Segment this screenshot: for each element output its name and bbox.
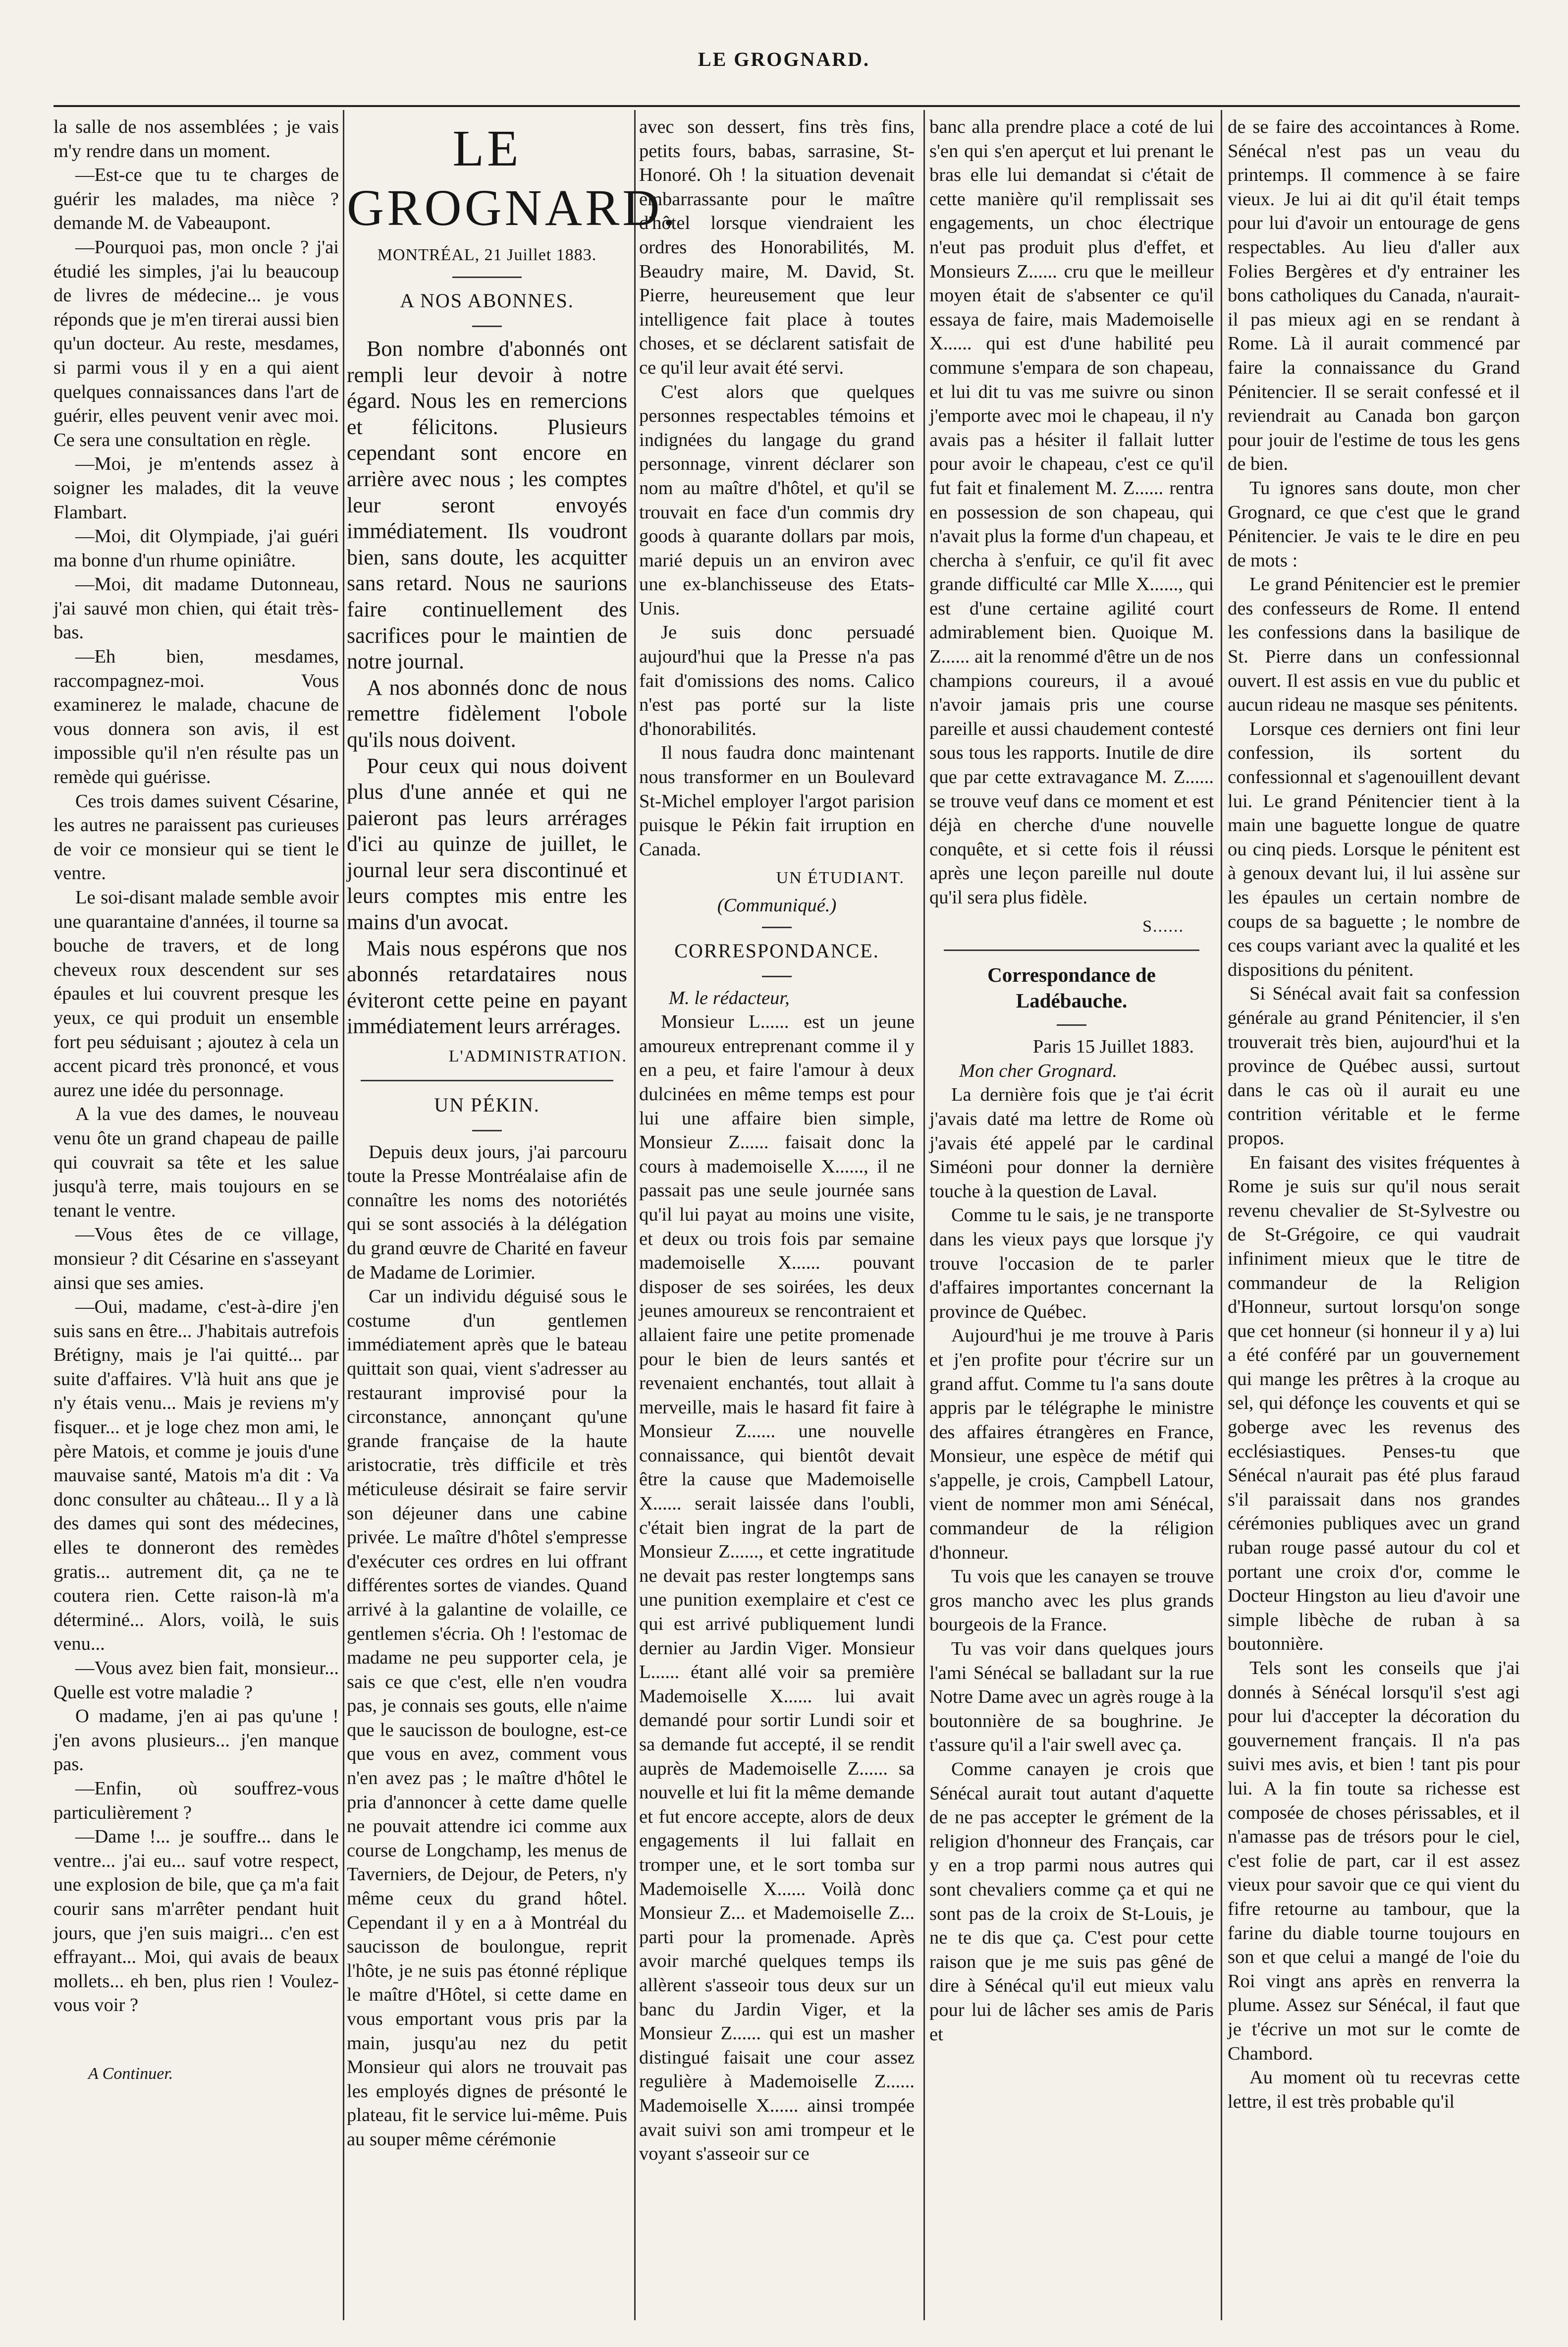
column-1	[54, 115, 339, 2310]
paragraph: Si Sénécal avait fait sa confession générale au grand Pénitencier, il s'en trouverait très bien, aujourd'hui et la province de Québec aussi, surtout dans le cas où il aurait eu une contrition véritable et le ferme propos.	[1228, 983, 1520, 1149]
column-divider	[634, 110, 636, 2320]
paragraph: —Enfin, où souffrez-vous particulièrement ?	[54, 1778, 339, 1823]
paragraph: Mais nous espérons que nos abonnés retardataires nous éviteront cette peine en payant immédiatement leurs arrérages.	[347, 936, 627, 1039]
divider	[361, 1080, 613, 1081]
section-heading: CORRESPONDANCE.	[674, 939, 879, 962]
masthead: LE GROGNARD.	[347, 120, 679, 236]
divider	[762, 927, 792, 928]
paragraph: Au moment où tu recevras cette lettre, il est très probable qu'il	[1228, 2067, 1520, 2112]
column-divider	[923, 110, 925, 2320]
column-2	[347, 115, 679, 2310]
column-divider	[1221, 110, 1222, 2320]
paragraph: Ces trois dames suivent Césarine, les autres ne paraissent pas curieuses de voir ce monsieur qui se tient le ventre.	[54, 790, 339, 884]
issue-dateline: MONTRÉAL, 21 Juillet 1883.	[377, 246, 597, 264]
paragraph: —Dame !... je souffre... dans le ventre... j'ai eu... sauf votre respect, une explosion de bile, que ça m'a fait courir sans m'arrêter pendant huit jours, que j'en suis maigri... c'en est effrayant... Moi, qui avais de beaux mollets... eh ben, plus rien ! Voulez-vous voir ?	[54, 1826, 339, 2016]
letter-dateline: Paris 15 Juillet 1883.	[1032, 1036, 1194, 1058]
paragraph: —Moi, dit madame Dutonneau, j'ai sauvé mon chien, qui était très-bas.	[54, 574, 339, 643]
running-head: LE GROGNARD.	[698, 48, 870, 70]
divider	[1057, 1024, 1086, 1026]
paragraph: Pour ceux qui nous doivent plus d'une année et qui ne paieront pas leurs arrérages d'ici au quinze de juillet, le journal leur sera discontinué et leurs comptes mis entre les mains d'un avocat.	[347, 753, 627, 935]
paragraph: Bon nombre d'abonnés ont rempli leur devoir à notre égard. Nous les en remercions et félicitons. Plusieurs cependant sont encore en arrière avec nous ; les comptes leur seront envoyés immédiatement. Ils voudront bien, sans doute, les acquitter sans retard. Nous ne saurions faire continuellement des sacrifices pour le maintien de notre journal.	[347, 336, 627, 674]
top-rule	[54, 105, 1520, 107]
column-5	[1228, 115, 1520, 2310]
section-heading: A NOS ABONNES.	[400, 289, 574, 312]
paragraph: —Moi, dit Olympiade, j'ai guéri ma bonne d'un rhume opiniâtre.	[54, 526, 339, 571]
paragraph: avec son dessert, fins très fins, petits fours, babas, sarrasine, St-Honoré. Oh ! la situation devenait embarrassante pour le maître d'hôtel lorsque viendraient les ordres des Honorabilités, M. Beaudry maire, M. David, St. Pierre, heureusement que leur intelligence fait place à toutes choses, et se déclarent satisfait de ce qu'il leur avait été servi.	[639, 116, 915, 378]
paragraph: Comme canayen je crois que Sénécal aurait tout autant d'aquette de ne pas accepter le grément de la religion d'honneur des Français, car y en a trop parmi nous autres qui sont chevaliers comme ça et qui ne sont pas de la croix de St-Louis, je ne te dis que ça. C'est pour cette raison que je me suis pas gêné de dire à Sénécal qu'il eut mieux valu pour lui de lâcher ses amis de Paris et	[929, 1759, 1214, 2045]
paragraph: Comme tu le sais, je ne transporte dans les vieux pays que lorsque j'y trouve l'occasion de te parler d'affaires importantes concernant la province de Québec.	[929, 1205, 1214, 1322]
paragraph: Il nous faudra donc maintenant nous transformer en un Boulevard St-Michel employer l'argot parision puisque le Pékin fait irruption en Canada.	[639, 742, 915, 860]
paragraph: de se faire des accointances à Rome. Sénécal n'est pas un veau du printemps. Il commence à se faire vieux. Je lui ai dit qu'il était temps pour lui d'avoir un entourage de gens respectables. Au lieu d'aller aux Folies Bergères et d'y entrainer les bons catholiques du Canada, n'aurait-il pas mieux agi en se rendant à Rome. Là il aurait commencé par faire la connaissance du Grand Pénitencier. Il se serait confessé et il reviendrait au Canada bon garçon pour jouir de l'estime de tous les gens de bien.	[1228, 116, 1520, 475]
section-heading: Correspondance de Ladébauche.	[987, 963, 1156, 1012]
paragraph: Tu vas voir dans quelques jours l'ami Sénécal se balladant sur la rue Notre Dame avec un agrès rouge à la boutonnière de sa boughrine. Je t'assure qu'il a l'air swell avec ça.	[929, 1638, 1214, 1756]
paragraph: A nos abonnés donc de nous remettre fidèlement l'obole qu'ils nous doivent.	[347, 675, 627, 752]
paragraph: la salle de nos assemblées ; je vais m'y rendre dans un moment.	[54, 116, 339, 162]
divider	[762, 976, 792, 977]
paragraph: —Pourquoi pas, mon oncle ? j'ai étudié les simples, j'ai lu beaucoup de livres de médecine... je vous réponds que je m'en tirerai aussi bien qu'un docteur. Au reste, mesdames, si parmi vous il y en a qui aient quelques connaissances dans l'art de guérir, elles peuvent venir avec moi. Ce sera une consultation en règle.	[54, 236, 339, 450]
paragraph: —Vous avez bien fait, monsieur... Quelle est votre maladie ?	[54, 1658, 339, 1703]
paragraph: La dernière fois que je t'ai écrit j'avais daté ma lettre de Rome où j'avais été appelé par le cardinal Siméoni pour donner la dernière touche à la question de Laval.	[929, 1084, 1214, 1202]
paragraph: C'est alors que quelques personnes respectables témoins et indignées du langage du grand personnage, vinrent déclarer son nom au maître d'hôtel, et qu'il se trouvait en face d'un commis dry goods à quarante dollars par mois, marié depuis un an environ avec une ex-blanchisseuse des Etats-Unis.	[639, 381, 915, 619]
paragraph: A la vue des dames, le nouveau venu ôte un grand chapeau de paille qui couvrait sa tête et les salue jusqu'à terre, mais toujours en se tenant le ventre.	[54, 1104, 339, 1221]
paragraph: Lorsque ces derniers ont fini leur confession, ils sortent du confessionnal et s'agenouillent devant lui. Le grand Pénitencier tient à la main une baguette longue de quatre ou cinq pieds. Lorsque le pénitent est à genoux devant lui, il lui assène sur les épaules un certain nombre de coups de sa baguette ; le nombre de ces coups variant avec la qualité et les dispositions du pénitent.	[1228, 718, 1520, 980]
divider	[944, 950, 1200, 951]
divider	[472, 326, 502, 327]
continue-label: A Continuer.	[88, 2064, 173, 2083]
column-divider	[343, 110, 344, 2320]
paragraph: O madame, j'en ai pas qu'une ! j'en avons plusieurs... j'en manque pas.	[54, 1706, 339, 1775]
paragraph: Tels sont les conseils que j'ai donnés à Sénécal lorsqu'il s'est agi pour lui d'accepter la décoration du gouvernement français. Il n'a pas suivi mes avis, et bien ! tant pis pour lui. A la fin toute sa richesse est composée de choses périssables, et il n'amasse pas de trésors pour le ciel, c'est folie de part, car il est assez vieux pour savoir que ce qui vient du fifre retourne au tambour, que la farine du diable tourne toujours en son et que celui a mangé de l'oie du Roi vingt ans après en renverra la plume. Assez sur Sénécal, il faut que je t'écrive un mot sur le comte de Chambord.	[1228, 1658, 1520, 2064]
paragraph: Le soi-disant malade semble avoir une quarantaine d'années, il tourne sa bouche de travers, et de long cheveux roux descendent sur ses épaules et lui couvrent presque les yeux, ce qui produit un ensemble fort peu séduisant ; ajoutez à cela un accent picard très prononcé, et vous aurez une idée du personnage.	[54, 887, 339, 1101]
signature: S......	[1142, 917, 1184, 936]
paragraph: —Oui, madame, c'est-à-dire j'en suis sans en être... J'habitais autrefois Brétigny, mais je l'ai quitté... par suite d'affaires. V'là huit ans que je n'y étais venu... Mais je reviens m'y fisquer... et je loge chez mon ami, le père Matois, et comme je jouis d'une mauvaise santé, Matois m'a dit : Va donc consulter au château... Il y a là des dames qui sont des médecines, elles te donneront des remèdes gratis... autrement dit, ça ne te coutera rien. Cette raison-là m'a déterminé... Alors, voilà, le suis venu...	[54, 1296, 339, 1655]
paragraph: —Eh bien, mesdames, raccompagnez-moi. Vous examinerez le malade, chacune de vous donnera son avis, il est impossible qu'il n'en résulte pas un remède qui guérisse.	[54, 646, 339, 788]
salutation: M. le rédacteur,	[669, 987, 790, 1008]
divider	[452, 277, 522, 278]
paragraph: Aujourd'hui je me trouve à Paris et j'en profite pour t'écrire sur un grand affut. Comme tu l'a sans doute appris par le télégraphe le ministre des affaires étrangères en France, Monsieur, une espèce de métif qui s'appelle, je crois, Campbell Latour, vient de nommer mon ami Sénécal, commandeur de la réligion d'honneur.	[929, 1325, 1214, 1563]
divider	[472, 1130, 502, 1131]
paragraph: Monsieur L...... est un jeune amoureux entreprenant comme il y en a peu, et faire l'amour à deux dulcinées en même temps est pour lui une affaire bien simple, Monsieur Z...... faisait donc la cours à mademoiselle X......, il ne passait pas une seule journée sans qu'il lui payat au moins une visite, et deux ou trois fois par semaine mademoiselle X...... pouvant disposer de ses soirées, les deux jeunes amoureux se rencontraient et allaient faire une petite promenade pour le bien de leurs santés et revenaient enchantés, tout allait à merveille, mais le hasard fit faire à Monsieur Z...... une nouvelle connaissance, qui bientôt devait être la cause que Mademoiselle X...... serait laissée dans l'oubli, c'était bien ingrat de la part de Monsieur Z......, et cette ingratitude ne devait pas rester longtemps sans une punition exemplaire et c'est ce qui est arrivé publiquement lundi dernier au Jardin Viger. Monsieur L...... étant allé voir sa première Mademoiselle X...... lui avait demandé pour sortir Lundi soir et sa demande fut accepté, il se rendit auprès de Mademoiselle Z...... sa nouvelle et lui fit la même demande et fut encore accepte, alors de deux engagements il lui fallait en tromper une, et le sort tomba sur Mademoiselle X...... Voilà donc Monsieur Z... et Mademoiselle Z... parti pour la promenade. Après avoir marché quelques temps ils allèrent s'asseoir tous deux sur un banc du Jardin Viger, et la Monsieur Z...... qui est un masher distingué faisait une cour assez regulière à Mademoiselle Z...... Mademoiselle X...... ainsi trompée avait suivi son ami trompeur et le voyant s'asseoir sur ce	[639, 1011, 915, 2165]
paragraph: Je suis donc persuadé aujourd'hui que la Presse n'a pas fait d'omissions des noms. Calico n'est pas porté sur la liste d'honorabilités.	[639, 622, 915, 739]
paragraph: Tu ignores sans doute, mon cher Grognard, ce que c'est que le grand Pénitencier. Je vais te le dire en peu de mots :	[1228, 477, 1520, 571]
paragraph: —Moi, je m'entends assez à soigner les malades, dit la veuve Flambart.	[54, 453, 339, 523]
paragraph: En faisant des visites fréquentes à Rome je suis sur qu'il nous serait revenu chevalier de St-Sylvestre ou de St-Grégoire, ce qui vaudrait infiniment mieux que le titre de commandeur de la Religion d'Honneur, surtout lorsqu'on songe que cet honneur (si honneur il y a) lui a été conféré par un gouvernement qui mange les prêtres à la croque au sel, qui défonçe les couvents et qui se goberge avec les revenus des ecclésiastiques. Penses-tu que Sénécal n'aurait pas été plus faraud s'il paraissait dans nos grandes cérémonies publiques avec un grand ruban rouge passé autour du col et portant une croix d'or, comme le Docteur Hingston au lieu d'avoir une simple libèche de ruban à sa boutonnière.	[1228, 1152, 1520, 1655]
paragraph: —Est-ce que tu te charges de guérir les malades, ma nièce ? demande M. de Vabeaupont.	[54, 165, 339, 234]
section-heading: UN PÉKIN.	[434, 1093, 540, 1116]
paragraph: Tu vois que les canayen se trouve gros mancho avec les plus grands bourgeois de la France.	[929, 1566, 1214, 1635]
paragraph: Le grand Pénitencier est le premier des confesseurs de Rome. Il entend les confessions dans la basilique de St. Pierre dans un confessionnal ouvert. Il est assis en vue du public et aucun rideau ne masque ses pénitents.	[1228, 574, 1520, 716]
letter-greeting: Mon cher Grognard.	[959, 1060, 1118, 1081]
column-3	[639, 115, 915, 2310]
paragraph: Car un individu déguisé sous le costume d'un gentlemen immédiatement après que le bateau quittait son quai, vient s'adresser au restaurant improvisé pour la circonstance, annonçant qu'une grande française de la haute aristocratie, très difficile et très méticuleuse désirait se faire servir son déjeuner dans une cabine privée. Le maître d'hôtel s'empresse d'exécuter ces ordres en lui offrant différentes sortes de viandes. Quand arrivé à la galantine de volaille, ce gentlemen s'écria. Oh ! l'estomac de madame ne peu supporter cela, je sais ce que c'est, elle n'en voudra pas, je connais ses gouts, elle n'aime que le saucisson de boulogne, est-ce que vous en avez, comment vous n'en avez pas ; le maître d'hôtel le pria d'annoncer à cette dame quelle ne pouvait attendre ici comme aux course de Longchamp, les menus de Taverniers, de Dejour, de Peters, n'y même ceux du grand hôtel. Cependant il y en a à Montréal du saucisson de boulongue, reprit l'hôte, je ne suis pas étonné réplique le maître d'Hôtel, si cette dame en vous emportant vous pris par la main, jusqu'au nez du petit Monsieur qui alors ne trouvait pas les employés dignes de présonté le plateau, fit le service lui-même. Puis au souper même cérémonie	[347, 1286, 627, 2150]
column-4	[929, 115, 1214, 2310]
communique-note: (Communiqué.)	[717, 895, 837, 916]
paragraph: Depuis deux jours, j'ai parcouru toute la Presse Montréalaise afin de connaître les noms des notoriétés qui se sont associés à la délégation du grand œuvre de Charité en faveur de Madame de Lorimier.	[347, 1141, 627, 1283]
paragraph: —Vous êtes de ce village, monsieur ? dit Césarine en s'asseyant ainsi que ses amies.	[54, 1224, 339, 1293]
paragraph: banc alla prendre place a coté de lui s'en qui s'en aperçut et lui prenant le bras elle lui demandat si c'était de cette manière qu'il remplissait ses engagements, un choc électrique n'eut pas produit plus d'effet, et Monsieurs Z...... cru que le meilleur moyen était de s'absenter ce qu'il essaya de faire, mais Mademoiselle X...... qui est d'une habilité peu commune s'empara de son chapeau, et lui dit tu vas me suivre ou sinon j'emporte avec moi le chapeau, il n'y avais pas a hésiter il fallait lutter pour avoir le chapeau, c'est ce qu'il fut fait et finalement M. Z...... rentra en possession de son chapeau, qui n'avait plus la forme d'un chapeau, et chercha à s'enfuir, ce qu'il fit avec grande difficulté car Mlle X......, qui est d'une certaine agilité court admirablement bien. Quoique M. Z...... ait la renommé d'être un de nos champions coureurs, il a avoué n'avoir jamais pris une course pareille et aussi chaudement contesté sous tous les rapports. Inutile de dire que par cette extravagance M. Z...... se trouve veuf dans ce moment et est déjà en cherche d'une nouvelle conquête, et si cette fois il réussi après une leçon pareille nul doute qu'il sera plus fidèle.	[929, 116, 1214, 908]
signature: UN ÉTUDIANT.	[776, 869, 905, 888]
signature: L'ADMINISTRATION.	[448, 1047, 627, 1066]
